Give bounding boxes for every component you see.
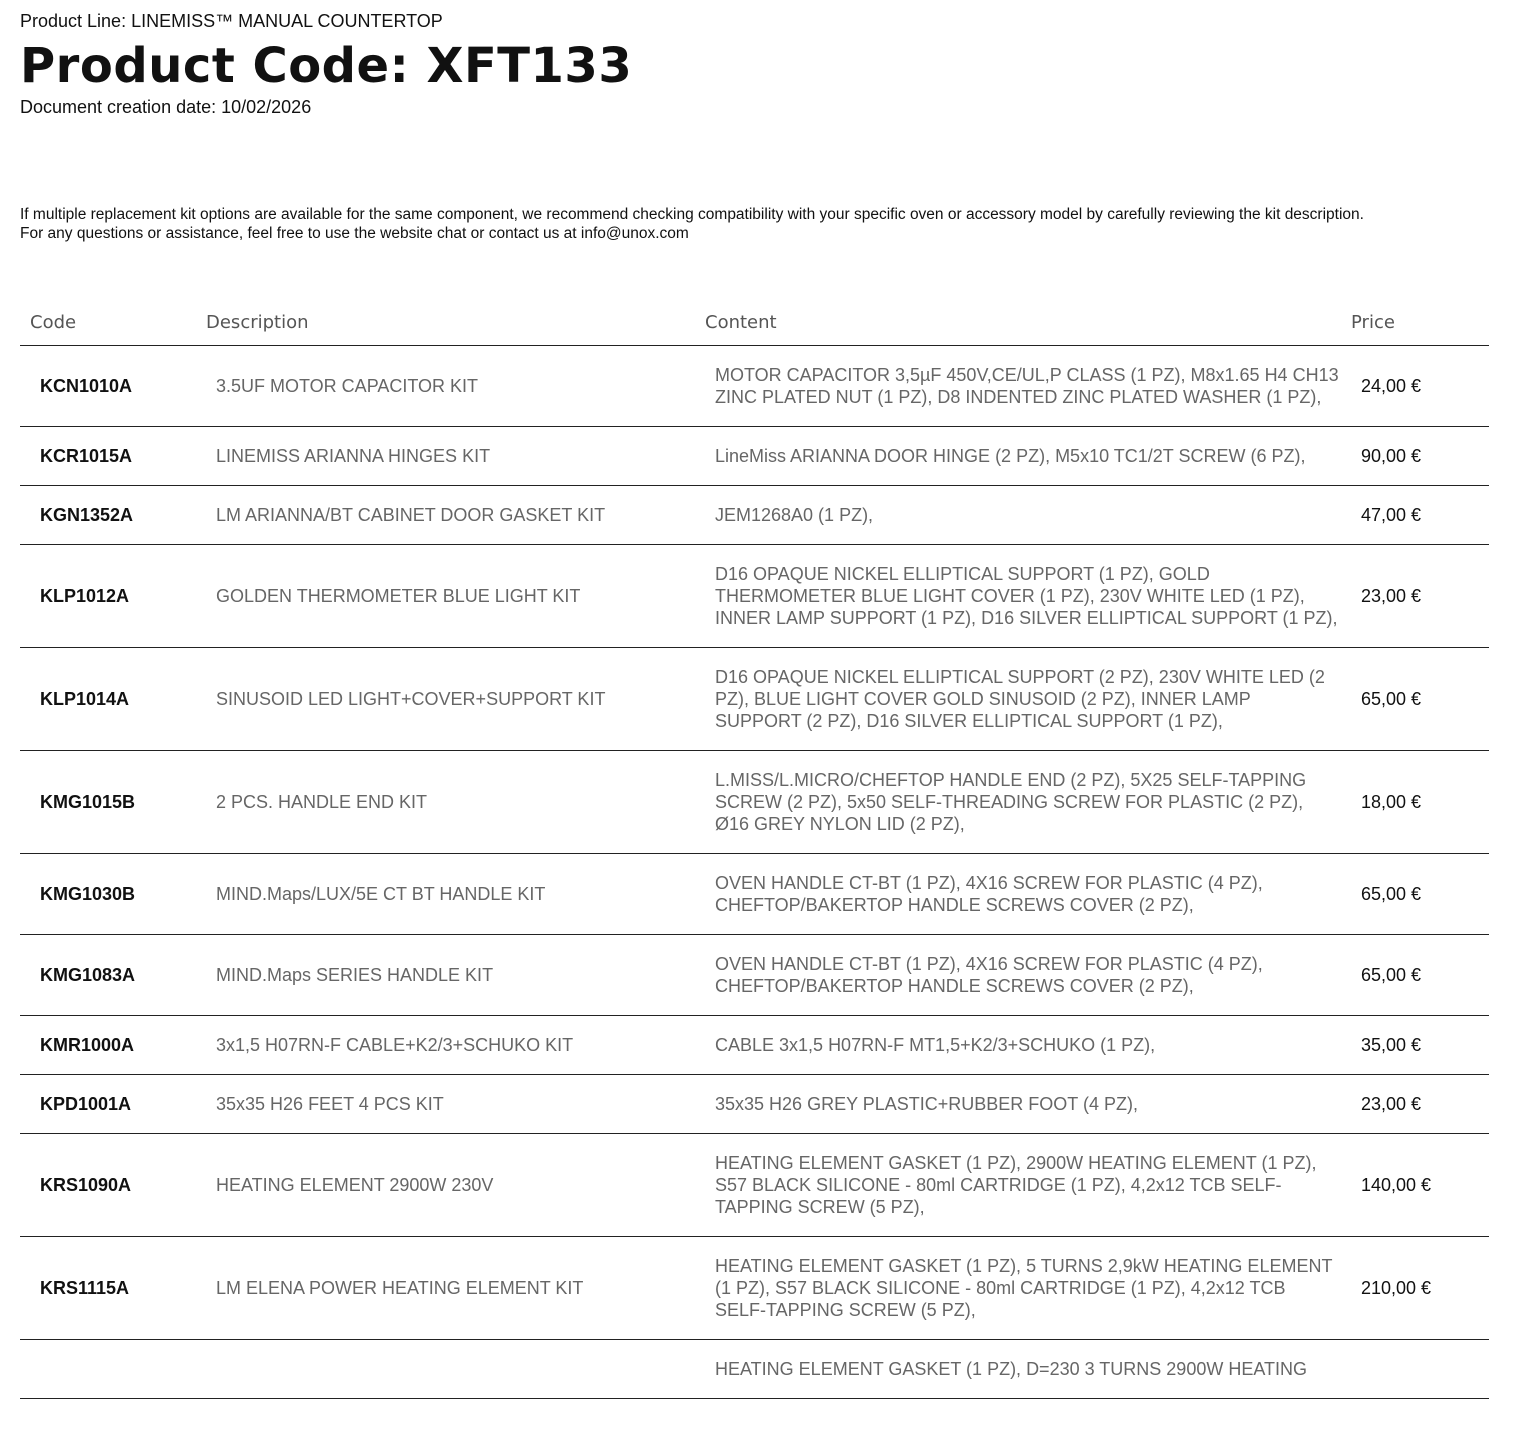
kit-description: GOLDEN THERMOMETER BLUE LIGHT KIT <box>196 545 695 648</box>
kit-content: CABLE 3x1,5 H07RN-F MT1,5+K2/3+SCHUKO (1 PZ), <box>695 1016 1341 1075</box>
kit-code: KRS1115A <box>20 1237 196 1340</box>
kit-price: 90,00 € <box>1341 427 1489 486</box>
kit-price: 210,00 € <box>1341 1237 1489 1340</box>
kit-content: OVEN HANDLE CT-BT (1 PZ), 4X16 SCREW FOR PLASTIC (4 PZ), CHEFTOP/BAKERTOP HANDLE SCREWS COVER (2 PZ), <box>695 935 1341 1016</box>
kit-content: LineMiss ARIANNA DOOR HINGE (2 PZ), M5x10 TC1/2T SCREW (6 PZ), <box>695 427 1341 486</box>
kit-price <box>1341 1340 1489 1399</box>
kit-code: KMR1000A <box>20 1016 196 1075</box>
kit-price: 23,00 € <box>1341 1075 1489 1134</box>
kit-content: HEATING ELEMENT GASKET (1 PZ), D=230 3 TURNS 2900W HEATING <box>695 1340 1341 1399</box>
kits-table <box>20 302 1489 1399</box>
column-header-content: Content <box>695 302 1341 346</box>
kit-code: KLP1012A <box>20 545 196 648</box>
kit-description: MIND.Maps/LUX/5E CT BT HANDLE KIT <box>196 854 695 935</box>
table-row <box>20 545 1489 648</box>
table-row <box>20 854 1489 935</box>
kit-content: OVEN HANDLE CT-BT (1 PZ), 4X16 SCREW FOR PLASTIC (4 PZ), CHEFTOP/BAKERTOP HANDLE SCREWS COVER (2 PZ), <box>695 854 1341 935</box>
kit-content: L.MISS/L.MICRO/CHEFTOP HANDLE END (2 PZ), 5X25 SELF-TAPPING SCREW (2 PZ), 5x50 SELF-THREADING SCREW FOR PLASTIC (2 PZ), Ø16 GREY NYLON LID (2 PZ), <box>695 751 1341 854</box>
kit-price: 18,00 € <box>1341 751 1489 854</box>
kit-description: LINEMISS ARIANNA HINGES KIT <box>196 427 695 486</box>
kit-price: 65,00 € <box>1341 854 1489 935</box>
kit-description: HEATING ELEMENT 2900W 230V <box>196 1134 695 1237</box>
kit-code: KPD1001A <box>20 1075 196 1134</box>
kit-code: KMG1015B <box>20 751 196 854</box>
table-row <box>20 648 1489 751</box>
kit-code: KGN1352A <box>20 486 196 545</box>
table-row <box>20 346 1489 427</box>
kit-content: JEM1268A0 (1 PZ), <box>695 486 1341 545</box>
kit-content: HEATING ELEMENT GASKET (1 PZ), 5 TURNS 2,9kW HEATING ELEMENT (1 PZ), S57 BLACK SILICONE - 80ml CARTRIDGE (1 PZ), 4,2x12 TCB SELF-TAPPING SCREW (5 PZ), <box>695 1237 1341 1340</box>
kit-content: HEATING ELEMENT GASKET (1 PZ), 2900W HEATING ELEMENT (1 PZ), S57 BLACK SILICONE - 80ml CARTRIDGE (1 PZ), 4,2x12 TCB SELF-TAPPING SCREW (5 PZ), <box>695 1134 1341 1237</box>
kit-price: 65,00 € <box>1341 648 1489 751</box>
kit-content: MOTOR CAPACITOR 3,5µF 450V,CE/UL,P CLASS (1 PZ), M8x1.65 H4 CH13 ZINC PLATED NUT (1 PZ), D8 INDENTED ZINC PLATED WASHER (1 PZ), <box>695 346 1341 427</box>
kit-price: 23,00 € <box>1341 545 1489 648</box>
kit-price: 35,00 € <box>1341 1016 1489 1075</box>
kit-description: LM ELENA POWER HEATING ELEMENT KIT <box>196 1237 695 1340</box>
kit-description: 2 PCS. HANDLE END KIT <box>196 751 695 854</box>
notice <box>20 205 1500 243</box>
kit-description <box>196 1340 695 1399</box>
kit-code: KCR1015A <box>20 427 196 486</box>
table-row <box>20 1237 1489 1340</box>
kit-description: 3.5UF MOTOR CAPACITOR KIT <box>196 346 695 427</box>
page-title: Product Code: XFT133 <box>20 38 633 94</box>
table-row <box>20 1016 1489 1075</box>
kit-code <box>20 1340 196 1399</box>
notice-line: For any questions or assistance, feel free to use the website chat or contact us at info@unox.com <box>20 225 689 242</box>
kit-price: 24,00 € <box>1341 346 1489 427</box>
kit-code: KCN1010A <box>20 346 196 427</box>
kit-description: 35x35 H26 FEET 4 PCS KIT <box>196 1075 695 1134</box>
table-row <box>20 751 1489 854</box>
kit-code: KLP1014A <box>20 648 196 751</box>
table-row <box>20 935 1489 1016</box>
table-header-row <box>20 302 1489 346</box>
kit-description: MIND.Maps SERIES HANDLE KIT <box>196 935 695 1016</box>
kit-content: D16 OPAQUE NICKEL ELLIPTICAL SUPPORT (2 PZ), 230V WHITE LED (2 PZ), BLUE LIGHT COVER GOLD SINUSOID (2 PZ), INNER LAMP SUPPORT (2 PZ), D16 SILVER ELLIPTICAL SUPPORT (1 PZ), <box>695 648 1341 751</box>
column-header-code: Code <box>20 302 196 346</box>
notice-line: If multiple replacement kit options are available for the same component, we recommend checking compatibility with your specific oven or accessory model by carefully reviewing the kit description. <box>20 206 1364 223</box>
kit-description: SINUSOID LED LIGHT+COVER+SUPPORT KIT <box>196 648 695 751</box>
kit-content: 35x35 H26 GREY PLASTIC+RUBBER FOOT (4 PZ), <box>695 1075 1341 1134</box>
kit-code: KRS1090A <box>20 1134 196 1237</box>
kit-content: D16 OPAQUE NICKEL ELLIPTICAL SUPPORT (1 PZ), GOLD THERMOMETER BLUE LIGHT COVER (1 PZ), 230V WHITE LED (1 PZ), INNER LAMP SUPPORT (1 PZ), D16 SILVER ELLIPTICAL SUPPORT (1 PZ), <box>695 545 1341 648</box>
table-row <box>20 1134 1489 1237</box>
table-row <box>20 427 1489 486</box>
table-row <box>20 486 1489 545</box>
kit-price: 47,00 € <box>1341 486 1489 545</box>
product-line: Product Line: LINEMISS™ MANUAL COUNTERTOP <box>20 11 443 31</box>
kit-price: 140,00 € <box>1341 1134 1489 1237</box>
table-row <box>20 1340 1489 1399</box>
kit-description: 3x1,5 H07RN-F CABLE+K2/3+SCHUKO KIT <box>196 1016 695 1075</box>
column-header-price: Price <box>1341 302 1489 346</box>
table-row <box>20 1075 1489 1134</box>
kit-price: 65,00 € <box>1341 935 1489 1016</box>
creation-date: Document creation date: 10/02/2026 <box>20 97 312 117</box>
kit-description: LM ARIANNA/BT CABINET DOOR GASKET KIT <box>196 486 695 545</box>
column-header-description: Description <box>196 302 695 346</box>
kit-code: KMG1083A <box>20 935 196 1016</box>
kit-code: KMG1030B <box>20 854 196 935</box>
